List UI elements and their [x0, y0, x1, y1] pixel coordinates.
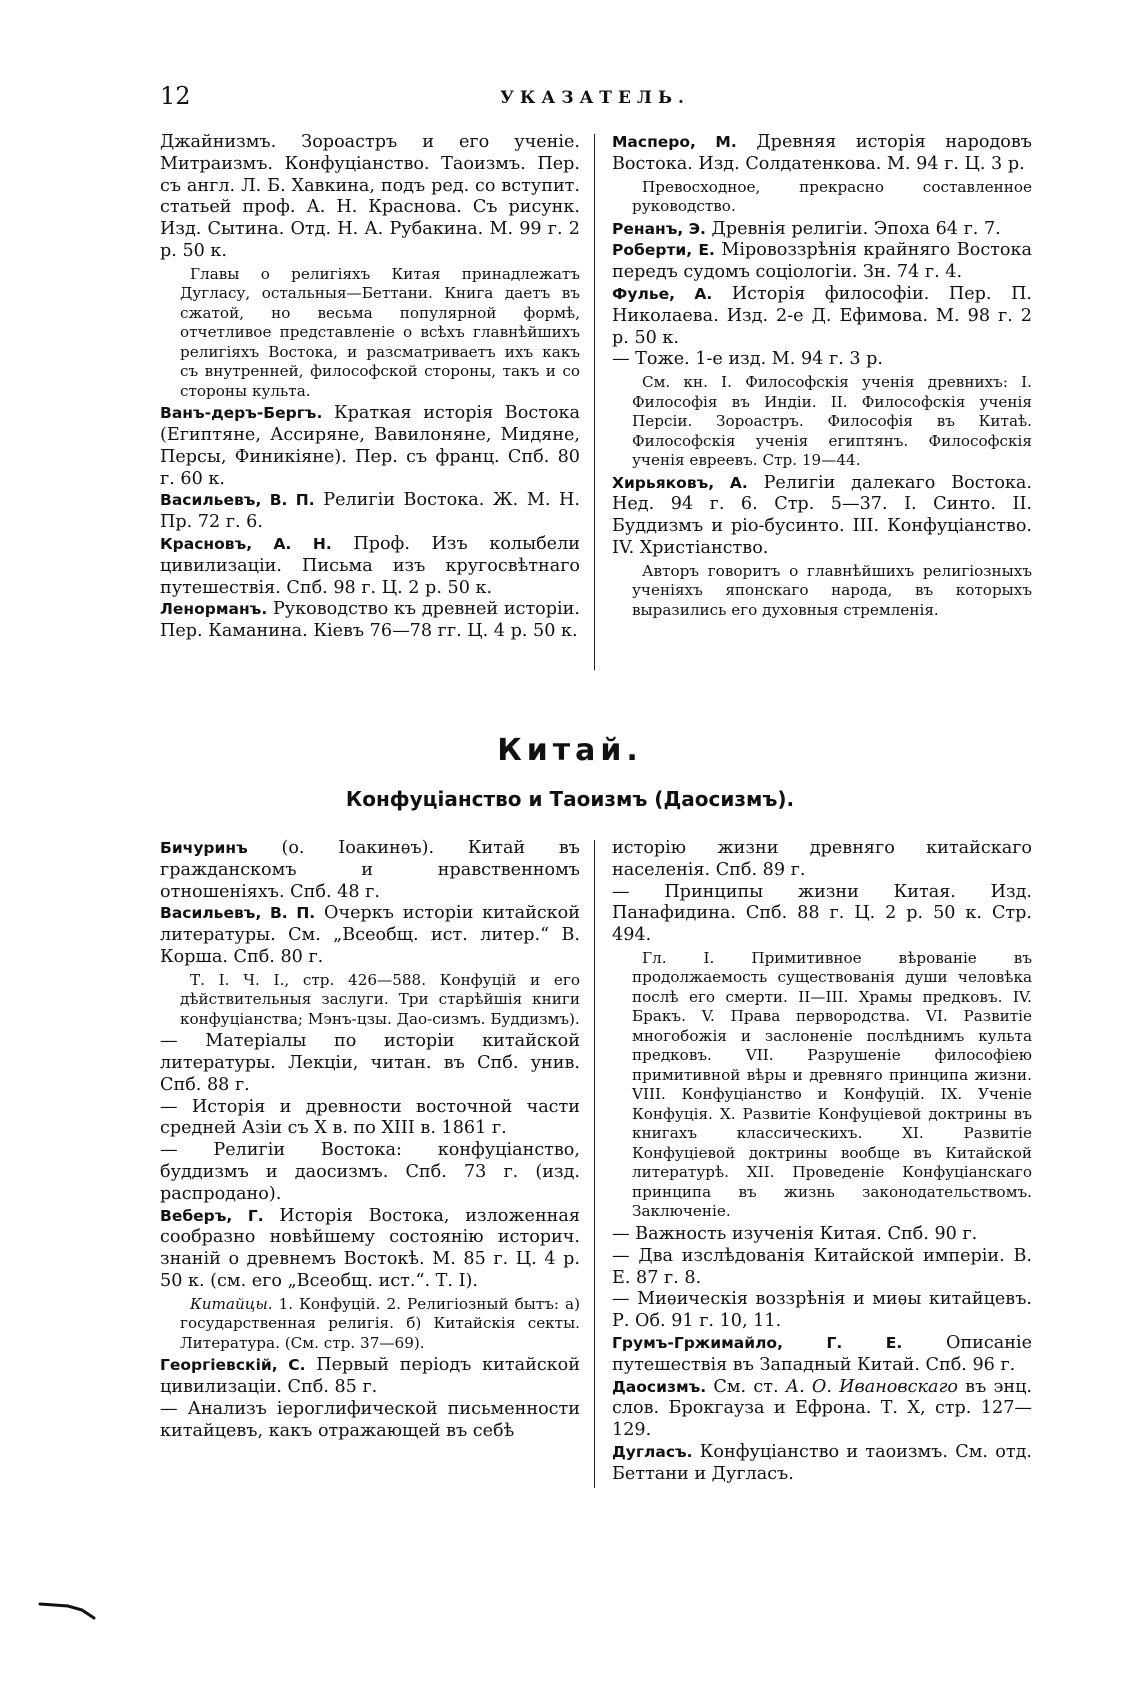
entry-text: Очеркъ исторіи китайской литературы. См. „Всеобщ. ист. литер.“ В. Корша. Спб. 80 г.: [160, 903, 580, 967]
entry-text: Т. I. Ч. I., стр. 426—588. Конфуцій и его дѣйствительныя заслуги. Три старѣйшія книги конфуціанства; Мэнъ-цзы. Дао-сизмъ. Буддизмъ).: [180, 970, 580, 1028]
entry-author: Даосизмъ.: [612, 1377, 707, 1396]
italic-term: А. О. Ивановскаго: [785, 1376, 958, 1397]
bibliography-entry: [160, 1140, 580, 1205]
top-left-column: [160, 132, 580, 643]
annotation-note: [612, 949, 1032, 1222]
entry-author: Дугласъ.: [612, 1442, 693, 1461]
bibliography-entry: [160, 599, 580, 643]
annotation-note: [160, 265, 580, 402]
entry-text: Исторія Востока, изложенная сообразно новѣйшему состоянію историч. знаній о древнемъ Востокѣ. М. 85 г. Ц. 4 р. 50 к. (см. его „Всеобщ. ист.“. Т. I).: [160, 1205, 580, 1292]
annotation-note: [612, 178, 1032, 217]
bibliography-entry: [612, 349, 1032, 371]
entry-text: Джайнизмъ. Зороастръ и его ученіе. Митраизмъ. Конфуціанство. Таоизмъ. Пер. съ англ. Л. Б. Хавкина, подъ ред. со вступит. статьей проф. А. Н. Краснова. Съ рисунк. Изд. Сытина. Отд. Н. А. Рубакина. М. 99 г. 2 р. 50 к.: [160, 132, 580, 261]
bottom-left-column: [160, 838, 580, 1443]
entry-text: Религіи Востока. Ж. М. Н. Пр. 72 г. 6.: [160, 490, 580, 533]
scan-smudge-mark: [38, 1598, 98, 1620]
bibliography-entry: [160, 534, 580, 599]
running-title: УКАЗАТЕЛЬ.: [500, 88, 690, 108]
entry-author: Ванъ-деръ-Бергъ.: [160, 404, 323, 423]
entry-author: Ленорманъ.: [160, 600, 268, 619]
entry-text: Проф. Изъ колыбели цивилизаціи. Письма изъ кругосвѣтнаго путешествія. Спб. 98 г. Ц. 2 р. 50 к.: [160, 534, 580, 598]
entry-text: — Религіи Востока: конфуціанство, буддизмъ и даосизмъ. Спб. 73 г. (изд. распродано).: [160, 1140, 580, 1204]
entry-text: 1. Конфуцій. 2. Религіозный бытъ: а) государственная религія. б) Китайскія секты. Литература. (См. стр. 37—69).: [180, 1294, 580, 1352]
entry-text: — Матеріалы по исторіи китайской литературы. Лекціи, читан. въ Спб. унив. Спб. 88 г.: [160, 1031, 580, 1095]
bibliography-entry: [612, 838, 1032, 882]
bibliography-entry: [612, 1246, 1032, 1290]
bibliography-entry: [160, 1097, 580, 1141]
entry-text: Превосходное, прекрасно составленное руководство.: [632, 177, 1032, 216]
bibliography-entry: [612, 219, 1032, 241]
top-right-column: [612, 132, 1032, 622]
annotation-note: [160, 971, 580, 1030]
entry-author: Роберти, Е.: [612, 241, 715, 260]
entry-text: — Два изслѣдованія Китайской имперіи. В. Е. 87 г. 8.: [612, 1245, 1032, 1288]
entry-text: Исторія философіи. Пер. П. Николаева. Изд. 2-е Д. Ефимова. М. 98 г. 2 р. 50 к.: [612, 283, 1032, 348]
bibliography-entry: [612, 473, 1032, 560]
entry-text: — Важность изученія Китая. Спб. 90 г.: [612, 1223, 978, 1244]
entry-author: Васильевъ, В. П.: [160, 491, 315, 510]
entry-text: Міровоззрѣнія крайняго Востока передъ судомъ соціологіи. Зн. 74 г. 4.: [612, 240, 1032, 283]
bibliography-entry: [160, 903, 580, 968]
bibliography-entry: [612, 240, 1032, 284]
entry-text: Краткая исторія Востока (Египтяне, Ассиряне, Вавилоняне, Мидяне, Персы, Финикіяне). Пер. съ франц. Спб. 80 г. 60 к.: [160, 403, 580, 489]
entry-text: Древняя исторія народовъ Востока. Изд. Солдатенкова. М. 94 г. Ц. 3 р.: [612, 132, 1033, 174]
bibliography-entry: [612, 1442, 1032, 1486]
section-subtitle: Конфуціанство и Таоизмъ (Даосизмъ).: [345, 787, 795, 811]
italic-term: Китайцы.: [190, 1294, 273, 1313]
entry-text: Конфуціанство и таоизмъ. См. отд. Беттани и Дугласъ.: [612, 1441, 1032, 1484]
annotation-note: [160, 1295, 580, 1354]
entry-text: Древнія религіи. Эпоха 64 г. 7.: [705, 218, 1001, 239]
entry-text: (о. Іоакинѳъ). Китай въ гражданскомъ и нравственномъ отношеніяхъ. Спб. 48 г.: [160, 838, 580, 902]
entry-author: Васильевъ, В. П.: [160, 904, 316, 923]
bibliography-entry: [612, 284, 1032, 349]
bibliography-entry: [160, 1031, 580, 1096]
entry-author: Красновъ, А. Н.: [160, 535, 332, 554]
entry-author: Фулье, А.: [612, 284, 713, 303]
entry-text: Гл. I. Примитивное вѣрованіе въ продолжаемость существованія души человѣка послѣ его смерти. II—III. Храмы предковъ. IV. Бракъ. V. Права первородства. VI. Развитіе многобожія и заслоненіе послѣднимъ культа предковъ. VII. Разрушеніе философіею примитивной вѣры и древняго принципа жизни. VIII. Конфуціанство и Конфуцій. IX. Ученіе Конфуція. X. Развитіе Конфуціевой доктрины въ книгахъ классическихъ. XI. Развитіе Конфуціевой доктрины вообще въ Китайской литературѣ. XII. Проведеніе Конфуціанскаго принципа въ жизнь законодательствомъ. Заключеніе.: [632, 948, 1032, 1221]
annotation-note: [612, 373, 1032, 471]
bibliography-entry: [160, 838, 580, 903]
entry-author: Георгіевскій, С.: [160, 1356, 306, 1375]
bibliography-entry: [160, 1206, 580, 1293]
entry-author: Масперо, М.: [612, 133, 737, 151]
entry-text: — Исторія и древности восточной части средней Азіи съ X в. по XIII в. 1861 г.: [160, 1096, 580, 1139]
entry-text: — Принципы жизни Китая. Изд. Панафидина. Спб. 88 г. Ц. 2 р. 50 к. Стр. 494.: [612, 881, 1032, 946]
page-header: [160, 82, 1030, 112]
bibliography-entry: [612, 882, 1032, 947]
bibliography-entry: [160, 403, 580, 490]
bottom-right-column: [612, 838, 1032, 1486]
entry-text: Главы о религіяхъ Китая принадлежатъ Дугласу, остальныя—Беттани. Книга даетъ въ сжатой, но весьма популярной формѣ, отчетливое представленіе о всѣхъ главнѣйшихъ религіяхъ Востока, и разсматриваетъ ихъ какъ съ внутренней, философской стороны, такъ и со стороны культа.: [180, 264, 580, 400]
column-divider-top: [594, 134, 595, 670]
entry-author: Грумъ-Гржимайло, Г. Е.: [612, 1333, 903, 1352]
page-number: 12: [160, 82, 191, 110]
entry-text-tail: въ энц. слов. Брокгауза и Ефрона. Т. X, стр. 127—129.: [612, 1376, 1032, 1441]
bibliography-entry: [612, 1224, 1032, 1246]
section-title: Китай.: [497, 733, 643, 768]
entry-text: Руководство къ древней исторіи. Пер. Каманина. Кіевъ 76—78 гг. Ц. 4 р. 50 к.: [160, 599, 580, 642]
bibliography-entry: [160, 1355, 580, 1399]
bibliography-entry: [612, 132, 1032, 176]
bibliography-entry: [612, 1377, 1032, 1442]
entry-text: Авторъ говоритъ о главнѣйшихъ религіозныхъ ученіяхъ японскаго народа, въ которыхъ выразились его духовныя стремленія.: [632, 561, 1032, 619]
bibliography-entry: [160, 490, 580, 534]
entry-text: Религіи далекаго Востока. Нед. 94 г. 6. Стр. 5—37. I. Синто. II. Буддизмъ и ріо-бусинто. III. Конфуціанство. IV. Христіанство.: [612, 472, 1032, 559]
entry-text: Описаніе путешествія въ Западный Китай. Спб. 96 г.: [612, 1332, 1032, 1375]
entry-text: — Миѳическія воззрѣнія и миѳы китайцевъ. Р. Об. 91 г. 10, 11.: [612, 1289, 1032, 1332]
bibliography-entry: [160, 132, 580, 263]
entry-author: Хирьяковъ, А.: [612, 473, 748, 492]
entry-text: — Анализъ іероглифической письменности китайцевъ, какъ отражающей въ себѣ: [160, 1398, 580, 1441]
entry-text: См. ст.: [706, 1376, 786, 1397]
entry-text: — Тоже. 1-е изд. М. 94 г. 3 р.: [612, 349, 884, 370]
entry-text: Первый періодъ китайской цивилизаціи. Спб. 85 г.: [160, 1355, 581, 1398]
bibliography-entry: [612, 1289, 1032, 1333]
entry-text: См. кн. I. Философскія ученія древнихъ: I. Философія въ Индіи. II. Философскія ученія Персіи. Зороастръ. Философія въ Китаѣ. Философскія ученія египтянъ. Философскія ученія евреевъ. Стр. 19—44.: [632, 373, 1032, 470]
bibliography-entry: [160, 1399, 580, 1443]
entry-text: исторію жизни древняго китайскаго населенія. Спб. 89 г.: [612, 838, 1032, 880]
annotation-note: [612, 562, 1032, 621]
entry-author: Веберъ, Г.: [160, 1206, 264, 1225]
entry-author: Ренанъ, Э.: [612, 219, 706, 238]
bibliography-entry: [612, 1333, 1032, 1377]
column-divider-bottom: [594, 840, 595, 1488]
entry-author: Бичуринъ: [160, 839, 248, 857]
